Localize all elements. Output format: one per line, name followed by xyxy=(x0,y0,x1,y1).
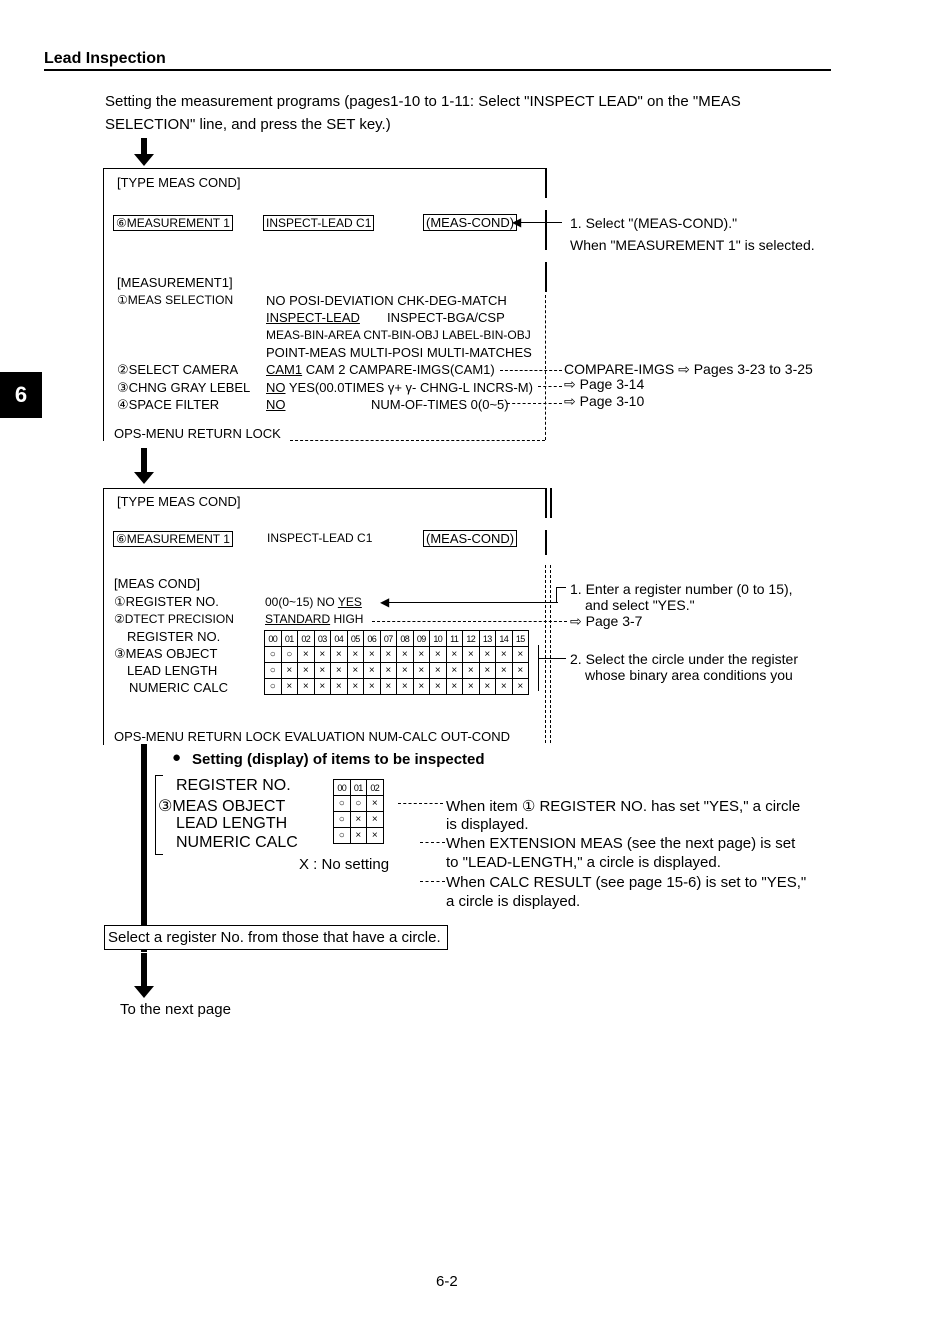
explain-1a: When item ① REGISTER NO. has set "YES," a circle xyxy=(446,798,801,815)
register-header-cell: 07 xyxy=(380,631,397,647)
meas-option-inspect-lead[interactable]: INSPECT-LEAD xyxy=(266,310,360,325)
register-label: ①REGISTER NO. xyxy=(114,594,219,609)
note-measurement-selected: When "MEASUREMENT 1" is selected. xyxy=(570,237,815,253)
camera-options[interactable]: CAM1 CAM 2 CAMPARE-IMGS(CAM1) xyxy=(266,362,495,377)
no-setting-legend: X : No setting xyxy=(299,856,390,873)
numeric-calc-cell[interactable]: × xyxy=(413,679,430,695)
lead-length-cell[interactable]: × xyxy=(446,663,463,679)
register-header-cell: 10 xyxy=(430,631,447,647)
explain-3a: When CALC RESULT (see page 15-6) is set to "YES," xyxy=(446,874,807,891)
numeric-calc-cell[interactable]: × xyxy=(512,679,529,695)
screen1-meascond[interactable]: (MEAS-COND) xyxy=(423,214,517,231)
setting-register-label: REGISTER NO. xyxy=(176,777,291,794)
row-numeric-calc-label: NUMERIC CALC xyxy=(129,680,228,695)
camera-label: ②SELECT CAMERA xyxy=(117,362,239,377)
screen2-meascond[interactable]: (MEAS-COND) xyxy=(423,530,517,547)
lead-length-cell[interactable]: × xyxy=(463,663,480,679)
setting-cell[interactable]: ○ xyxy=(334,796,351,812)
setting-cell[interactable]: × xyxy=(350,828,367,844)
meas-object-cell[interactable]: × xyxy=(430,647,447,663)
explain-3b: a circle is displayed. xyxy=(446,893,581,910)
lead-length-cell[interactable]: × xyxy=(298,663,315,679)
numeric-calc-cell[interactable]: × xyxy=(397,679,414,695)
meas-object-cell[interactable]: ○ xyxy=(281,647,298,663)
meas-object-cell[interactable]: × xyxy=(496,647,513,663)
lead-length-cell[interactable]: ○ xyxy=(265,663,282,679)
note-gray-ref: ⇨ Page 3-14 xyxy=(564,376,645,392)
register-header-cell: 09 xyxy=(413,631,430,647)
meas-object-cell[interactable]: × xyxy=(446,647,463,663)
setting-cell[interactable]: × xyxy=(367,796,384,812)
numeric-calc-cell[interactable]: × xyxy=(380,679,397,695)
flow-line xyxy=(141,744,147,952)
row-meas-object-label: ③MEAS OBJECT xyxy=(114,646,218,661)
setting-title: Setting (display) of items to be inspected xyxy=(192,751,485,768)
intro-line-2: SELECTION" line, and press the SET key.) xyxy=(105,116,391,133)
note-enter-register-1: 1. Enter a register number (0 to 15), xyxy=(570,581,793,597)
screen2-subheader: [MEAS COND] xyxy=(114,576,200,591)
lead-length-cell[interactable]: × xyxy=(331,663,348,679)
flow-arrow-3-head xyxy=(134,986,154,998)
note-select-circle-2: whose binary area conditions you xyxy=(585,667,793,683)
screen2-header: [TYPE MEAS COND] xyxy=(117,494,241,509)
register-header-cell: 06 xyxy=(364,631,381,647)
explain-2b: to "LEAD-LENGTH," a circle is displayed. xyxy=(446,854,721,871)
numeric-calc-cell[interactable]: × xyxy=(298,679,315,695)
lead-length-cell[interactable]: × xyxy=(512,663,529,679)
lead-length-cell[interactable]: × xyxy=(430,663,447,679)
note-enter-register-2: and select "YES." xyxy=(585,597,695,613)
screen1-header: [TYPE MEAS COND] xyxy=(117,175,241,190)
meas-option-row1[interactable]: NO POSI-DEVIATION CHK-DEG-MATCH xyxy=(266,293,507,308)
meas-object-cell[interactable]: × xyxy=(397,647,414,663)
gray-options[interactable]: NO YES(00.0TIMES γ+ γ- CHNG-L INCRS-M) xyxy=(266,380,533,395)
gray-label: ③CHNG GRAY LEBEL xyxy=(117,380,251,395)
numeric-calc-cell[interactable]: × xyxy=(281,679,298,695)
ref-arrow-icon: ⇨ xyxy=(678,361,690,377)
screen1-menu[interactable]: OPS-MENU RETURN LOCK xyxy=(114,426,281,441)
numeric-calc-cell[interactable]: × xyxy=(446,679,463,695)
register-header-cell: 13 xyxy=(479,631,496,647)
setting-cell[interactable]: × xyxy=(350,812,367,828)
header-rule xyxy=(44,69,831,71)
filter-label: ④SPACE FILTER xyxy=(117,397,220,412)
register-header-cell: 03 xyxy=(314,631,331,647)
lead-length-cell[interactable]: × xyxy=(479,663,496,679)
flow-arrow-1-head xyxy=(134,154,154,166)
flow-arrow-3 xyxy=(141,953,147,987)
numeric-calc-row xyxy=(265,679,529,695)
screen1-subheader: [MEASUREMENT1] xyxy=(117,275,233,290)
flow-arrow-2-head xyxy=(134,472,154,484)
meas-object-cell[interactable]: × xyxy=(364,647,381,663)
meas-object-cell[interactable]: × xyxy=(463,647,480,663)
ref-arrow-icon: ⇨ xyxy=(570,613,582,629)
page-number: 6-2 xyxy=(436,1273,458,1290)
lead-length-cell[interactable]: × xyxy=(397,663,414,679)
filter-times[interactable]: NUM-OF-TIMES 0(0~5) xyxy=(371,397,509,412)
meas-object-cell[interactable]: × xyxy=(331,647,348,663)
section-title: Lead Inspection xyxy=(44,50,166,67)
register-header-cell: 01 xyxy=(281,631,298,647)
screen2-measurement[interactable]: ⑥MEASUREMENT 1 xyxy=(113,531,233,547)
register-header-cell: 15 xyxy=(512,631,529,647)
numeric-calc-cell[interactable]: × xyxy=(364,679,381,695)
register-value[interactable]: 00(0~15) NO YES xyxy=(265,595,362,609)
lead-length-cell[interactable]: × xyxy=(496,663,513,679)
note-filter-ref: ⇨ Page 3-10 xyxy=(564,393,645,409)
meas-object-cell[interactable]: × xyxy=(413,647,430,663)
numeric-calc-cell[interactable]: ○ xyxy=(265,679,282,695)
meas-selection-label: ①MEAS SELECTION xyxy=(117,293,234,307)
lead-length-cell[interactable]: × xyxy=(314,663,331,679)
register-header-row xyxy=(265,631,529,647)
precision-options[interactable]: STANDARD HIGH xyxy=(265,612,364,626)
setting-row-1 xyxy=(334,796,384,812)
note-select-circle-1: 2. Select the circle under the register xyxy=(570,651,799,667)
lead-length-cell[interactable]: × xyxy=(413,663,430,679)
meas-option-inspect-bga[interactable]: INSPECT-BGA/CSP xyxy=(387,310,505,325)
setting-cell[interactable]: ○ xyxy=(334,828,351,844)
meas-object-cell[interactable]: ○ xyxy=(265,647,282,663)
setting-table xyxy=(333,779,384,844)
setting-row-2 xyxy=(334,812,384,828)
explain-2a: When EXTENSION MEAS (see the next page) is set xyxy=(446,835,796,852)
setting-row-3 xyxy=(334,828,384,844)
note-compare-imgs: COMPARE-IMGS ⇨ Pages 3-23 to 3-25 xyxy=(564,361,813,377)
meas-object-cell[interactable]: × xyxy=(314,647,331,663)
bullet-icon: ● xyxy=(172,749,182,766)
screen1-inspect[interactable]: INSPECT-LEAD C1 xyxy=(263,215,374,231)
setting-numeric-calc-label: NUMERIC CALC xyxy=(176,834,298,851)
filter-selected[interactable]: NO xyxy=(266,397,286,412)
lead-length-row xyxy=(265,663,529,679)
note-select-meascond: 1. Select "(MEAS-COND)." xyxy=(570,215,738,231)
register-header-cell: 04 xyxy=(331,631,348,647)
setting-header-cell: 00 xyxy=(334,780,351,796)
numeric-calc-cell[interactable]: × xyxy=(331,679,348,695)
row-lead-length-label: LEAD LENGTH xyxy=(127,663,218,678)
screen1-measurement[interactable]: ⑥MEASUREMENT 1 xyxy=(113,215,233,231)
note-page-3-7: ⇨ Page 3-7 xyxy=(570,613,643,629)
register-header-cell: 12 xyxy=(463,631,480,647)
meas-object-cell[interactable]: × xyxy=(479,647,496,663)
register-header-cell: 11 xyxy=(446,631,463,647)
register-header-cell: 05 xyxy=(347,631,364,647)
setting-header-row xyxy=(334,780,384,796)
meas-option-row3[interactable]: MEAS-BIN-AREA CNT-BIN-OBJ LABEL-BIN-OBJ xyxy=(266,328,531,342)
setting-cell[interactable]: ○ xyxy=(334,812,351,828)
register-header-cell: 02 xyxy=(298,631,315,647)
meas-object-cell[interactable]: × xyxy=(298,647,315,663)
meas-option-row4[interactable]: POINT-MEAS MULTI-POSI MULTI-MATCHES xyxy=(266,345,532,360)
setting-header-cell: 01 xyxy=(350,780,367,796)
register-header-cell: 14 xyxy=(496,631,513,647)
register-header-cell: 08 xyxy=(397,631,414,647)
meas-object-row xyxy=(265,647,529,663)
setting-cell[interactable]: × xyxy=(367,828,384,844)
select-register-box: Select a register No. from those that have a circle. xyxy=(104,925,448,950)
lead-length-cell[interactable]: × xyxy=(281,663,298,679)
register-table xyxy=(264,630,529,695)
ref-arrow-icon: ⇨ xyxy=(564,376,576,392)
numeric-calc-cell[interactable]: × xyxy=(314,679,331,695)
intro-line-1: Setting the measurement programs (pages1-10 to 1-11: Select "INSPECT LEAD" on the "MEAS xyxy=(105,93,741,110)
flow-arrow-2 xyxy=(141,448,147,472)
row-register-label: REGISTER NO. xyxy=(127,629,221,644)
register-header-cell: 00 xyxy=(265,631,282,647)
setting-header-cell: 02 xyxy=(367,780,384,796)
setting-lead-length-label: LEAD LENGTH xyxy=(176,815,288,832)
setting-cell[interactable]: ○ xyxy=(350,796,367,812)
meas-object-cell[interactable]: × xyxy=(512,647,529,663)
precision-label: ②DTECT PRECISION xyxy=(114,612,234,626)
ref-arrow-icon: ⇨ xyxy=(564,393,576,409)
next-page-label: To the next page xyxy=(120,1001,231,1018)
screen2-inspect[interactable]: INSPECT-LEAD C1 xyxy=(267,531,373,545)
meas-object-cell[interactable]: × xyxy=(380,647,397,663)
chapter-tab: 6 xyxy=(0,372,42,418)
numeric-calc-cell[interactable]: × xyxy=(463,679,480,695)
setting-meas-object-label: ③MEAS OBJECT xyxy=(158,798,286,815)
numeric-calc-cell[interactable]: × xyxy=(430,679,447,695)
numeric-calc-cell[interactable]: × xyxy=(496,679,513,695)
numeric-calc-cell[interactable]: × xyxy=(479,679,496,695)
numeric-calc-cell[interactable]: × xyxy=(347,679,364,695)
lead-length-cell[interactable]: × xyxy=(347,663,364,679)
meas-object-cell[interactable]: × xyxy=(347,647,364,663)
lead-length-cell[interactable]: × xyxy=(380,663,397,679)
lead-length-cell[interactable]: × xyxy=(364,663,381,679)
explain-1b: is displayed. xyxy=(446,816,529,833)
screen2-menu[interactable]: OPS-MENU RETURN LOCK EVALUATION NUM-CALC OUT-COND xyxy=(114,729,511,744)
setting-cell[interactable]: × xyxy=(367,812,384,828)
